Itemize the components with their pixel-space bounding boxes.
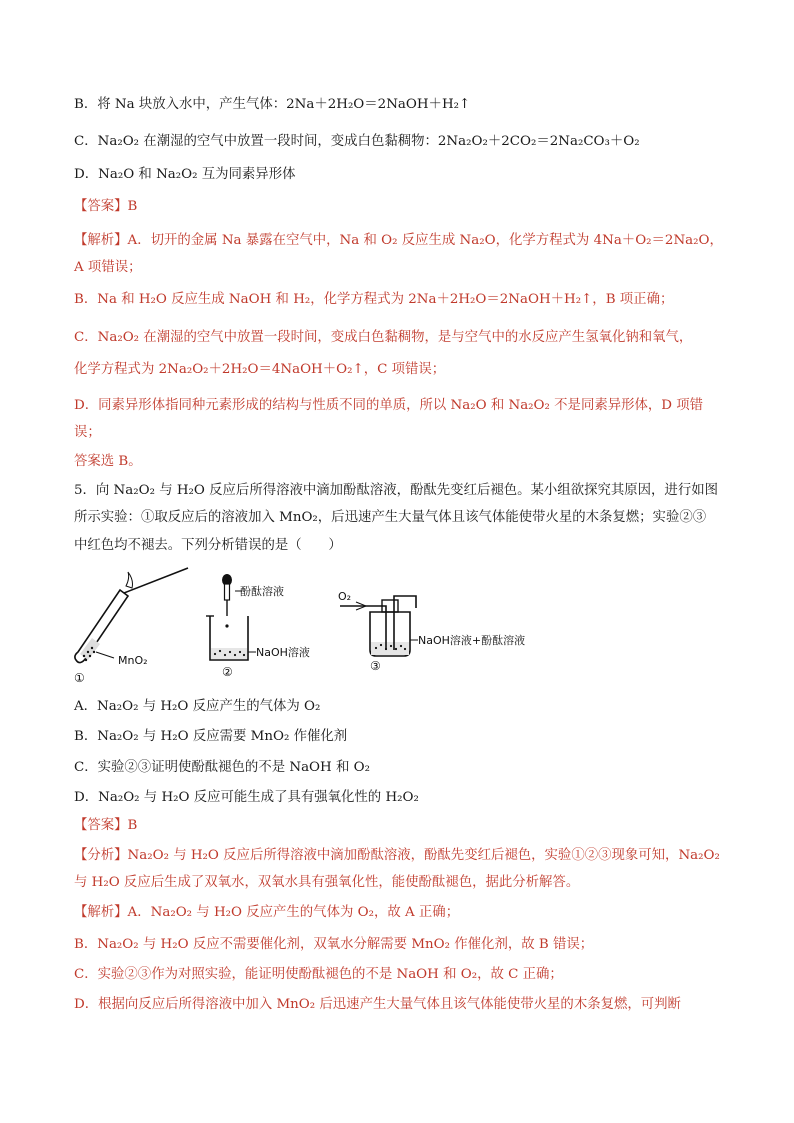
label-phenol: 酚酞溶液 <box>240 585 284 598</box>
text-line: 中红色均不褪去。下列分析错误的是（ ） <box>74 538 342 553</box>
text-line: C．实验②③证明使酚酞褪色的不是 NaOH 和 O₂ <box>74 760 370 775</box>
label-naoh: NaOH溶液 <box>256 646 310 659</box>
text-line: 【解析】A．切开的金属 Na 暴露在空气中，Na 和 O₂ 反应生成 Na₂O，化学方程式为 4Na＋O₂＝2Na₂O， <box>74 233 723 248</box>
text-line: 化学方程式为 2Na₂O₂＋2H₂O＝4NaOH＋O₂↑，C 项错误； <box>74 362 446 377</box>
text-line: 所示实验：①取反应后的溶液加入 MnO₂，后迅速产生大量气体且该气体能使带火星的木条复燃；实验②③ <box>74 510 707 525</box>
text-line: 与 H₂O 反应后生成了双氧水，双氧水具有强氧化性，能使酚酞褪色，据此分析解答。 <box>74 875 580 890</box>
text-line: D．根据向反应后所得溶液中加入 MnO₂ 后迅速产生大量气体且该气体能使带火星的木条复燃，可判断 <box>74 997 681 1012</box>
text-line: 误； <box>74 425 101 440</box>
text-line: 5．向 Na₂O₂ 与 H₂O 反应后所得溶液中滴加酚酞溶液，酚酞先变红后褪色。某小组欲探究其原因，进行如图 <box>74 483 718 498</box>
label-o2: O₂ <box>338 590 352 603</box>
test-tube-1 <box>75 568 188 663</box>
text-line: 【答案】B <box>74 199 138 214</box>
text-line: C．Na₂O₂ 在潮湿的空气中放置一段时间，变成白色黏稠物：2Na₂O₂＋2CO₂＝2Na₂CO₃＋O₂ <box>74 134 640 149</box>
text-line: B．Na₂O₂ 与 H₂O 反应不需要催化剂，双氧水分解需要 MnO₂ 作催化剂，故 B 错误； <box>74 937 594 952</box>
apparatus-diagram <box>70 566 530 686</box>
text-line: 【解析】A．Na₂O₂ 与 H₂O 反应产生的气体为 O₂，故 A 正确； <box>74 905 460 920</box>
text-line: B．Na₂O₂ 与 H₂O 反应需要 MnO₂ 作催化剂 <box>74 729 348 744</box>
text-line: D．Na₂O₂ 与 H₂O 反应可能生成了具有强氧化性的 H₂O₂ <box>74 790 419 805</box>
text-line: A．Na₂O₂ 与 H₂O 反应产生的气体为 O₂ <box>74 699 321 714</box>
wash-bottle-3 <box>340 596 418 656</box>
label-mix: NaOH溶液+酚酞溶液 <box>418 634 526 647</box>
label-num-3: ③ <box>370 659 381 673</box>
text-line: 【分析】Na₂O₂ 与 H₂O 反应后所得溶液中滴加酚酞溶液，酚酞先变红后褪色，实验①②③现象可知，Na₂O₂ <box>74 848 720 863</box>
text-line: C．Na₂O₂ 在潮湿的空气中放置一段时间，变成白色黏稠物，是与空气中的水反应产生氢氧化钠和氧气， <box>74 330 693 345</box>
text-line: D．Na₂O 和 Na₂O₂ 互为同素异形体 <box>74 167 296 182</box>
label-num-2: ② <box>222 665 233 679</box>
text-line: A 项错误； <box>74 260 142 275</box>
experiment-figure <box>70 566 530 686</box>
text-line: B．将 Na 块放入水中，产生气体：2Na＋2H₂O＝2NaOH＋H₂↑ <box>74 97 471 112</box>
text-line: 【答案】B <box>74 818 138 833</box>
text-line: 答案选 B。 <box>74 454 142 469</box>
label-mno2: MnO₂ <box>118 654 148 667</box>
label-num-1: ① <box>74 671 85 685</box>
text-line: D．同素异形体指同种元素形成的结构与性质不同的单质，所以 Na₂O 和 Na₂O₂ 不是同素异形体，D 项错 <box>74 398 704 413</box>
text-line: B．Na 和 H₂O 反应生成 NaOH 和 H₂，化学方程式为 2Na＋2H₂O＝2NaOH＋H₂↑，B 项正确； <box>74 292 674 307</box>
text-line: C．实验②③作为对照实验，能证明使酚酞褪色的不是 NaOH 和 O₂，故 C 正确； <box>74 967 563 982</box>
